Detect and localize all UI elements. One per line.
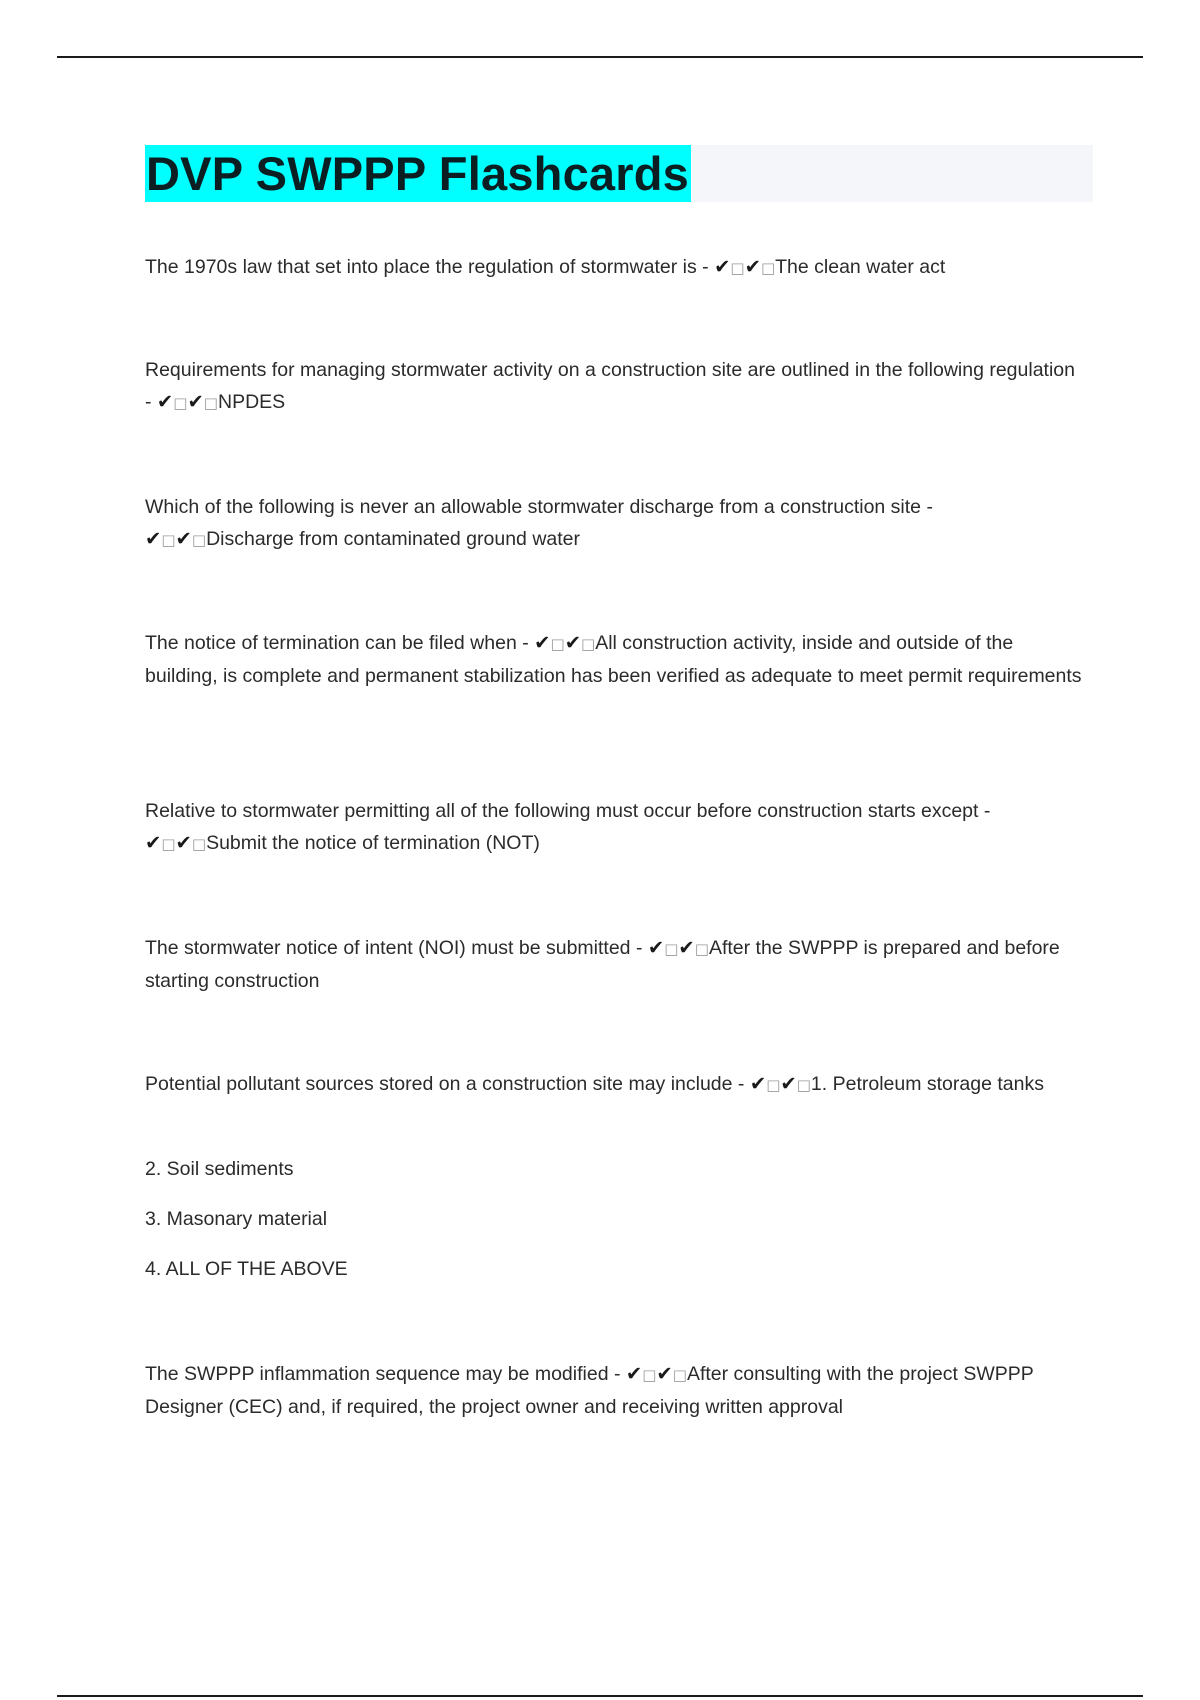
check-icon: ✔ [145, 527, 162, 550]
list-item: 2. Soil sediments [145, 1158, 294, 1180]
box-icon: □ [766, 1076, 781, 1094]
box-icon: □ [550, 635, 565, 653]
answer: Discharge from contaminated ground water [206, 528, 580, 550]
check-icon: ✔ [145, 831, 162, 854]
box-icon: □ [191, 531, 207, 549]
flashcard-2: Requirements for managing stormwater activity on a construction site are outlined in the following regulation - ✔□✔□NPDES [145, 359, 1075, 413]
box-icon: □ [760, 259, 776, 277]
answer: All construction activity, inside and outside of the building, is complete and permanent stabilization has been verified as adequate to meet permit requirements [145, 632, 1082, 687]
answer: Submit the notice of termination (NOT) [206, 832, 540, 854]
flashcard-8: The SWPPP inflammation sequence may be modified - ✔□✔□After consulting with the project SWPPP Designer (CEC) and, if required, the project owner and receiving written approval [145, 1362, 1034, 1418]
check-icon: ✔ [156, 390, 174, 413]
box-icon: □ [203, 394, 218, 412]
check-icon: ✔ [564, 631, 582, 654]
box-icon: □ [672, 1366, 687, 1384]
question: The 1970s law that set into place the regulation of stormwater is [145, 256, 697, 278]
answer: The clean water act [775, 256, 946, 278]
flashcard-6: The stormwater notice of intent (NOI) must be submitted - ✔□✔□After the SWPPP is prepared and before starting construction [145, 936, 1060, 992]
check-icon: ✔ [656, 1362, 673, 1385]
question: Potential pollutant sources stored on a construction site may include [145, 1073, 733, 1095]
flashcard-4: The notice of termination can be filed when - ✔□✔□All construction activity, inside and outside of the building, is complete and permanent stabilization has been verified as adequate to meet permit requirements [145, 631, 1082, 687]
flashcard-1: The 1970s law that set into place the regulation of stormwater is - ✔□✔□The clean water act [145, 255, 946, 278]
flashcard-3: Which of the following is never an allowable stormwater discharge from a construction site - ✔□✔□Discharge from contaminated ground water [145, 496, 933, 550]
box-icon: □ [191, 835, 207, 853]
answer: After consulting with the project SWPPP Designer (CEC) and, if required, the project owner and receiving written approval [145, 1363, 1034, 1418]
check-icon: ✔ [678, 936, 695, 959]
question: Requirements for managing stormwater activity on a construction site are outlined in the following regulation [145, 359, 1075, 381]
answer: NPDES [217, 391, 286, 413]
check-icon: ✔ [175, 831, 192, 854]
check-icon: ✔ [187, 390, 204, 413]
question: The stormwater notice of intent (NOI) must be submitted [145, 937, 631, 959]
box-icon: □ [161, 835, 176, 853]
answer: After the SWPPP is prepared and before starting construction [145, 937, 1060, 992]
box-icon: □ [581, 635, 596, 653]
check-icon: ✔ [780, 1072, 797, 1095]
check-icon: ✔ [749, 1072, 767, 1095]
question: The notice of termination can be filed when [145, 632, 517, 654]
check-icon: ✔ [647, 936, 665, 959]
list-item: 3. Masonary material [145, 1208, 328, 1230]
check-icon: ✔ [744, 255, 761, 278]
list-item: 4. ALL OF THE ABOVE [145, 1258, 348, 1280]
top-rule [57, 56, 1143, 58]
flashcard-5: Relative to stormwater permitting all of the following must occur before construction starts except - ✔□✔□Submit the notice of termination (NOT) [145, 800, 991, 854]
box-icon: □ [642, 1366, 657, 1384]
box-icon: □ [161, 531, 176, 549]
box-icon: □ [173, 394, 188, 412]
answer: 1. Petroleum storage tanks [810, 1073, 1044, 1095]
question: The SWPPP inflammation sequence may be modified [145, 1363, 609, 1385]
bottom-rule [57, 1695, 1143, 1697]
check-icon: ✔ [175, 527, 192, 550]
check-icon: ✔ [625, 1362, 643, 1385]
box-icon: □ [694, 940, 709, 958]
box-icon: □ [796, 1076, 811, 1094]
box-icon: □ [730, 259, 745, 277]
question: Relative to stormwater permitting all of the following must occur before construction starts except [145, 800, 979, 822]
check-icon: ✔ [534, 631, 551, 654]
check-icon: ✔ [714, 255, 731, 278]
flashcard-7: Potential pollutant sources stored on a construction site may include - ✔□✔□1. Petroleum storage tanks [145, 1072, 1044, 1095]
question: Which of the following is never an allowable stormwater discharge from a construction site [145, 496, 922, 518]
page-title: DVP SWPPP Flashcards [146, 147, 689, 200]
box-icon: □ [664, 940, 679, 958]
